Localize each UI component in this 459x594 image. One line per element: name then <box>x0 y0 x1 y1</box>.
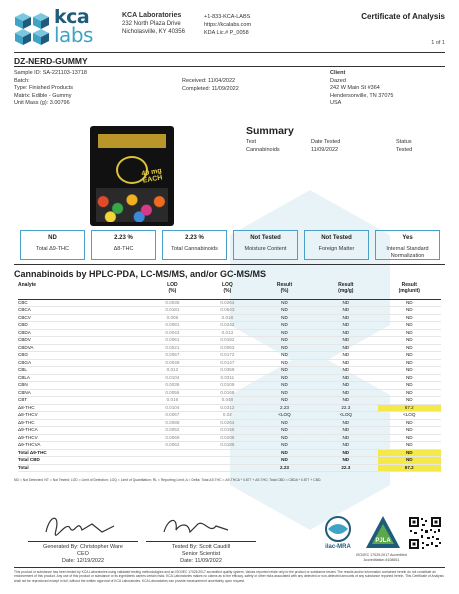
product-name: DZ-NERD-GUMMY <box>14 56 88 66</box>
table-cell: 0.0104 <box>145 404 200 412</box>
box-value: Not Tested <box>250 235 281 241</box>
table-cell: ND <box>255 344 314 352</box>
table-cell: Δ8-THC <box>18 404 145 412</box>
footer-divider <box>14 567 445 568</box>
table-row <box>18 404 441 412</box>
table-cell: 0.018 <box>200 314 255 322</box>
box-label: Total Cannabinoids <box>171 246 218 252</box>
table-row <box>18 367 441 375</box>
tested-date: Date: 11/09/2022 <box>180 558 222 564</box>
table-cell <box>200 457 255 465</box>
box-total-d9-thc <box>20 230 85 260</box>
lab-website[interactable]: https://kcalabs.com <box>204 22 252 28</box>
table-cell: ND <box>378 382 441 390</box>
summary-status-value: Tested <box>396 146 413 153</box>
accreditation-text <box>356 553 407 562</box>
table-row <box>18 314 441 322</box>
table-cell: ND <box>314 434 377 442</box>
sample-matrix: Matrix: Edible - Gummy <box>14 92 72 99</box>
table-cell: CBCA <box>18 307 145 315</box>
table-cell: ND <box>314 337 377 345</box>
table-cell: ND <box>255 374 314 382</box>
box-value: 2.23 % <box>114 235 133 241</box>
table-row <box>18 442 441 450</box>
batch: Batch: <box>14 77 30 84</box>
cannabinoids-heading: Cannabinoids by HPLC-PDA, LC-MS/MS, and/or GC-MS/MS <box>14 269 266 279</box>
table-cell: ND <box>255 427 314 435</box>
table-cell: ND <box>314 442 377 450</box>
table-cell: ND <box>314 457 377 465</box>
table-cell: 0.0312 <box>200 404 255 412</box>
table-row <box>18 397 441 405</box>
product-photo <box>90 126 174 226</box>
table-cell: ND <box>255 389 314 397</box>
disclaimer-text: This product or substance has been tested by KCA Laboratories using validated testing methodologies and an ISO/IEC 17025:2017 accredited quality system. Values reported relate only to the product or substance tested. The results and/or information contained herein do not constitute an endorsement of this product. Any use of this product or substance or its ingredients carries certain risks. KCA Laboratories makes no claims as to the efficacy, safety or other risks associated with any detected or non-detected amounts of any substance reported herein. This Certificate of Analysis shall not be reproduced except in full, without the written approval of KCA Laboratories. KCA Laboratories can provide measurement uncertainty upon request. <box>14 570 444 583</box>
header-text: Result <box>338 282 354 288</box>
table-cell: Total Δ9-THC <box>18 449 145 457</box>
table-cell: ND <box>255 329 314 337</box>
table-cell: Total CBD <box>18 457 145 465</box>
table-row <box>18 389 441 397</box>
summary-date-col <box>311 139 340 154</box>
table-cell: 0.0186 <box>200 442 255 450</box>
table-cell: ND <box>378 397 441 405</box>
table-cell: CBD <box>18 322 145 330</box>
table-cell: 0.0104 <box>145 374 200 382</box>
header-divider <box>14 52 445 53</box>
table-cell: ND <box>255 359 314 367</box>
header <box>14 6 445 50</box>
table-cell: 0.048 <box>200 397 255 405</box>
table-cell: 0.0049 <box>145 359 200 367</box>
table-cell: 0.0057 <box>145 352 200 360</box>
header-text: LOQ <box>221 282 233 288</box>
table-cell: 0.0264 <box>200 299 255 307</box>
table-cell: ND <box>378 367 441 375</box>
table-cell: ND <box>255 457 314 465</box>
table-cell: 0.0242 <box>200 322 255 330</box>
table-cell: Δ9-THC <box>18 419 145 427</box>
table-cell: ND <box>255 322 314 330</box>
summary-col-status: Status <box>396 139 412 145</box>
table-cell: 0.006 <box>145 314 200 322</box>
ilac-mra-logo <box>316 515 360 551</box>
logo-text-kca: kca <box>54 6 90 28</box>
table-cell: 0.0069 <box>145 434 200 442</box>
table-cell: ND <box>378 427 441 435</box>
signature-christopher-ware <box>42 510 122 540</box>
table-cell: 22.3 <box>314 464 377 472</box>
table-row <box>18 337 441 345</box>
table-cell: ND <box>314 314 377 322</box>
table-cell: 0.0206 <box>200 434 255 442</box>
logo-text-labs: labs <box>54 23 93 47</box>
cannabinoids-table <box>18 283 441 472</box>
table-cell: ND <box>314 449 377 457</box>
generated-by: Generated By: Christopher Ware <box>43 544 123 550</box>
table-row <box>18 352 441 360</box>
box-value: Yes <box>402 235 413 241</box>
table-cell: 0.02 <box>200 412 255 420</box>
accreditation-line2: Accreditation #108651 <box>363 557 400 562</box>
table-cell: 0.0147 <box>200 359 255 367</box>
table-cell: 2.23 <box>255 404 314 412</box>
table-cell: 0.0043 <box>145 329 200 337</box>
table-cell: ND <box>314 359 377 367</box>
table-row <box>18 359 441 367</box>
table-row <box>18 427 441 435</box>
table-cell: 0.013 <box>200 329 255 337</box>
table-cell: ND <box>378 344 441 352</box>
total-row <box>18 464 441 472</box>
table-cell: CBDVA <box>18 344 145 352</box>
package-dose-label: 40 mg EACH <box>141 167 164 185</box>
table-cell <box>145 464 200 472</box>
col-result-mgg <box>314 283 377 299</box>
table-cell: 0.0052 <box>145 427 200 435</box>
table-cell: 0.0172 <box>200 352 255 360</box>
summary-test-col <box>246 139 280 154</box>
table-cell: ND <box>255 299 314 307</box>
client-heading: Client <box>330 70 346 76</box>
table-cell: CBC <box>18 299 145 307</box>
lab-license: KDA Lic.# P_0058 <box>204 30 249 36</box>
header-text: LOD <box>167 282 178 288</box>
lab-contact <box>204 13 251 37</box>
box-value: 2.23 % <box>185 235 204 241</box>
table-cell: CBL <box>18 367 145 375</box>
table-cell: 0.0021 <box>145 344 200 352</box>
table-cell: <LOQ <box>255 412 314 420</box>
table-cell: 0.0182 <box>200 337 255 345</box>
table-cell: ND <box>378 442 441 450</box>
header-text: (mg/unit) <box>398 287 420 294</box>
client-country: USA <box>330 100 342 107</box>
summary-date-value: 11/09/2022 <box>311 146 339 153</box>
table-cell: 0.0109 <box>200 382 255 390</box>
sample-info <box>14 70 87 108</box>
table-cell: ND <box>255 314 314 322</box>
table-cell: ND <box>314 382 377 390</box>
table-cell: ND <box>314 419 377 427</box>
table-cell: ND <box>314 322 377 330</box>
table-cell: 0.0035 <box>145 299 200 307</box>
table-cell: 0.0264 <box>200 419 255 427</box>
table-cell: ND <box>255 352 314 360</box>
cannabinoid-top-divider <box>14 264 445 265</box>
page-number: 1 of 1 <box>431 40 445 46</box>
lab-address-line2: Nicholasville, KY 40356 <box>122 29 185 35</box>
sample-dates <box>182 78 239 93</box>
table-cell: 0.0311 <box>200 374 255 382</box>
table-footnote: ND = Not Detected; NT = Not Tested; LOD = Limit of Detection; LOQ = Limit of Quantitation; RL = Reporting Limit; Δ = Delta; Total Δ9-THC = Δ9-THCA * 0.877 + Δ9-THC; Total CBD = CBDA * 0.877 + CBD. <box>14 478 322 482</box>
table-cell: ND <box>378 374 441 382</box>
table-cell: 0.0061 <box>145 337 200 345</box>
table-cell: ND <box>378 307 441 315</box>
table-row <box>18 307 441 315</box>
lab-name: KCA Laboratories <box>122 12 182 19</box>
lab-address-line1: 232 North Plaza Drive <box>122 21 181 27</box>
table-cell: ND <box>378 419 441 427</box>
table-cell: ND <box>255 419 314 427</box>
table-cell: 0.0088 <box>145 419 200 427</box>
table-row <box>18 344 441 352</box>
header-text: (%) <box>223 287 232 294</box>
table-cell: Δ8-THCV <box>18 412 145 420</box>
table-header-row <box>18 283 441 299</box>
table-cell: 0.0036 <box>145 382 200 390</box>
box-foreign-matter <box>304 230 369 260</box>
col-loq <box>200 283 255 299</box>
table-cell: CBCV <box>18 314 145 322</box>
svg-text:PJLA: PJLA <box>375 538 391 544</box>
table-cell: ND <box>255 397 314 405</box>
table-cell <box>200 464 255 472</box>
tested-role: Senior Scientist <box>181 551 221 557</box>
header-text: (mg/g) <box>338 287 354 294</box>
signature-line-1 <box>28 541 138 542</box>
result-boxes <box>20 230 440 260</box>
box-value: ND <box>48 235 57 241</box>
table-cell: ND <box>378 329 441 337</box>
table-cell: CBDA <box>18 329 145 337</box>
accreditation-line1: ISO/IEC 17025:2017 Accredited <box>356 553 407 557</box>
qr-code-icon[interactable] <box>408 516 442 550</box>
table-cell: ND <box>378 434 441 442</box>
col-lod <box>145 283 200 299</box>
table-cell: ND <box>378 449 441 457</box>
total-row <box>18 457 441 465</box>
table-cell: ND <box>378 352 441 360</box>
sample-id: Sample ID: SA-221103-13718 <box>14 70 87 76</box>
table-cell: 0.0359 <box>200 367 255 375</box>
table-cell: 0.012 <box>145 367 200 375</box>
box-label: Total Δ9-THC <box>35 246 69 252</box>
table-cell: CBG <box>18 352 145 360</box>
completed-date: Completed: 11/09/2022 <box>182 85 239 92</box>
client-address-line2: Hendersonville, TN 37075 <box>330 92 394 99</box>
product-divider <box>14 66 445 67</box>
table-cell: CBT <box>18 397 145 405</box>
generated-by-block <box>18 544 148 565</box>
table-cell: 0.0081 <box>145 322 200 330</box>
table-cell: 0.0181 <box>145 307 200 315</box>
table-cell: ND <box>314 329 377 337</box>
table-cell: ND <box>378 359 441 367</box>
package-header-band <box>98 134 166 148</box>
document-title: Certificate of Analysis <box>361 12 445 21</box>
header-text: (%) <box>280 287 289 294</box>
box-label: Δ8-THC <box>113 246 134 252</box>
gummies-image <box>96 188 168 222</box>
table-cell: 0.0067 <box>145 412 200 420</box>
table-cell: 0.0062 <box>145 442 200 450</box>
table-cell: ND <box>378 314 441 322</box>
table-cell: Δ9-THCA <box>18 427 145 435</box>
tested-by: Tested By: Scott Caudill <box>171 544 231 550</box>
header-text: Result <box>401 282 417 288</box>
table-cell: 0.016 <box>145 397 200 405</box>
box-label: Internal Standard Normalization <box>386 246 429 259</box>
col-result-mgunit <box>378 283 441 299</box>
box-moisture <box>233 230 298 260</box>
table-cell <box>200 449 255 457</box>
table-cell: ND <box>314 352 377 360</box>
summary-col-date: Date Tested <box>311 139 341 145</box>
table-cell: ND <box>255 382 314 390</box>
col-analyte: Analyte <box>18 282 37 288</box>
table-cell: ND <box>314 367 377 375</box>
box-d8-thc <box>91 230 156 260</box>
client-address-line1: 242 W Main St #364 <box>330 85 380 92</box>
table-cell: Δ9-THCVA <box>18 442 145 450</box>
total-row <box>18 449 441 457</box>
table-cell: ND <box>314 397 377 405</box>
table-cell: CBN <box>18 382 145 390</box>
table-row <box>18 434 441 442</box>
summary-test-value: Cannabinoids <box>246 146 280 153</box>
box-internal-standard <box>375 230 440 260</box>
table-cell: 0.0543 <box>200 307 255 315</box>
pjla-logo <box>364 514 402 552</box>
summary-section <box>246 125 446 153</box>
table-cell: CBNA <box>18 389 145 397</box>
col-result-pct <box>255 283 314 299</box>
table-cell: CBDV <box>18 337 145 345</box>
unit-mass: Unit Mass (g): 3.00796 <box>14 100 70 107</box>
summary-status-col <box>396 139 412 154</box>
summary-col-test: Test <box>246 139 257 145</box>
received-date: Received: 11/04/2022 <box>182 78 236 84</box>
table-row <box>18 322 441 330</box>
generated-date: Date: 12/19/2022 <box>61 558 105 564</box>
summary-heading: Summary <box>246 125 294 137</box>
table-cell: ND <box>255 337 314 345</box>
table-cell: ND <box>255 307 314 315</box>
table-cell: 0.0155 <box>200 427 255 435</box>
cube-logo-icon <box>14 12 50 46</box>
table-cell: <LOQ <box>378 412 441 420</box>
table-row <box>18 382 441 390</box>
table-cell: ND <box>314 374 377 382</box>
table-cell: ND <box>314 427 377 435</box>
table-cell: ND <box>255 449 314 457</box>
table-row <box>18 412 441 420</box>
table-cell: ND <box>255 367 314 375</box>
table-cell: 0.0056 <box>145 389 200 397</box>
client-info <box>330 70 394 108</box>
table-row <box>18 419 441 427</box>
tested-by-block <box>136 544 266 565</box>
table-cell: CBLA <box>18 374 145 382</box>
box-label: Moisture Content <box>244 246 287 252</box>
table-cell: ND <box>314 344 377 352</box>
signature-line-2 <box>146 541 256 542</box>
kca-logo <box>14 6 126 48</box>
table-row <box>18 374 441 382</box>
logo-wordmark <box>54 6 93 47</box>
table-cell: 67.2 <box>378 464 441 472</box>
table-cell: ND <box>378 299 441 307</box>
table-cell: 2.23 <box>255 464 314 472</box>
table-cell: ND <box>378 389 441 397</box>
svg-text:ilac-MRA: ilac-MRA <box>325 544 351 550</box>
table-cell: 22.3 <box>314 404 377 412</box>
table-cell: ND <box>314 307 377 315</box>
lab-phone: +1-833-KCA-LABS <box>204 14 251 20</box>
table-cell: 0.0063 <box>200 344 255 352</box>
table-cell <box>145 449 200 457</box>
table-cell: ND <box>378 337 441 345</box>
table-cell: ND <box>314 389 377 397</box>
box-value: Not Tested <box>321 235 352 241</box>
table-row <box>18 329 441 337</box>
table-cell <box>145 457 200 465</box>
table-cell: ND <box>378 457 441 465</box>
table-cell: ND <box>255 442 314 450</box>
box-label: Foreign Matter <box>318 246 355 252</box>
table-cell: ND <box>378 322 441 330</box>
client-name: Dazed <box>330 77 346 84</box>
lab-address <box>122 12 185 36</box>
table-cell: <LOQ <box>314 412 377 420</box>
table-cell: 0.0168 <box>200 389 255 397</box>
box-total-cannabinoids <box>162 230 227 260</box>
signature-scott-caudill <box>158 512 238 540</box>
table-row <box>18 299 441 307</box>
table-cell: CBGA <box>18 359 145 367</box>
table-cell: Δ9-THCV <box>18 434 145 442</box>
header-text: Result <box>276 282 293 288</box>
table-cell: ND <box>314 299 377 307</box>
sample-type: Type: Finished Products <box>14 85 74 92</box>
table-cell: ND <box>255 434 314 442</box>
header-text: (%) <box>168 287 177 294</box>
table-cell: Total <box>18 464 145 472</box>
table-cell: 67.2 <box>378 404 441 412</box>
generated-role: CEO <box>77 551 89 557</box>
